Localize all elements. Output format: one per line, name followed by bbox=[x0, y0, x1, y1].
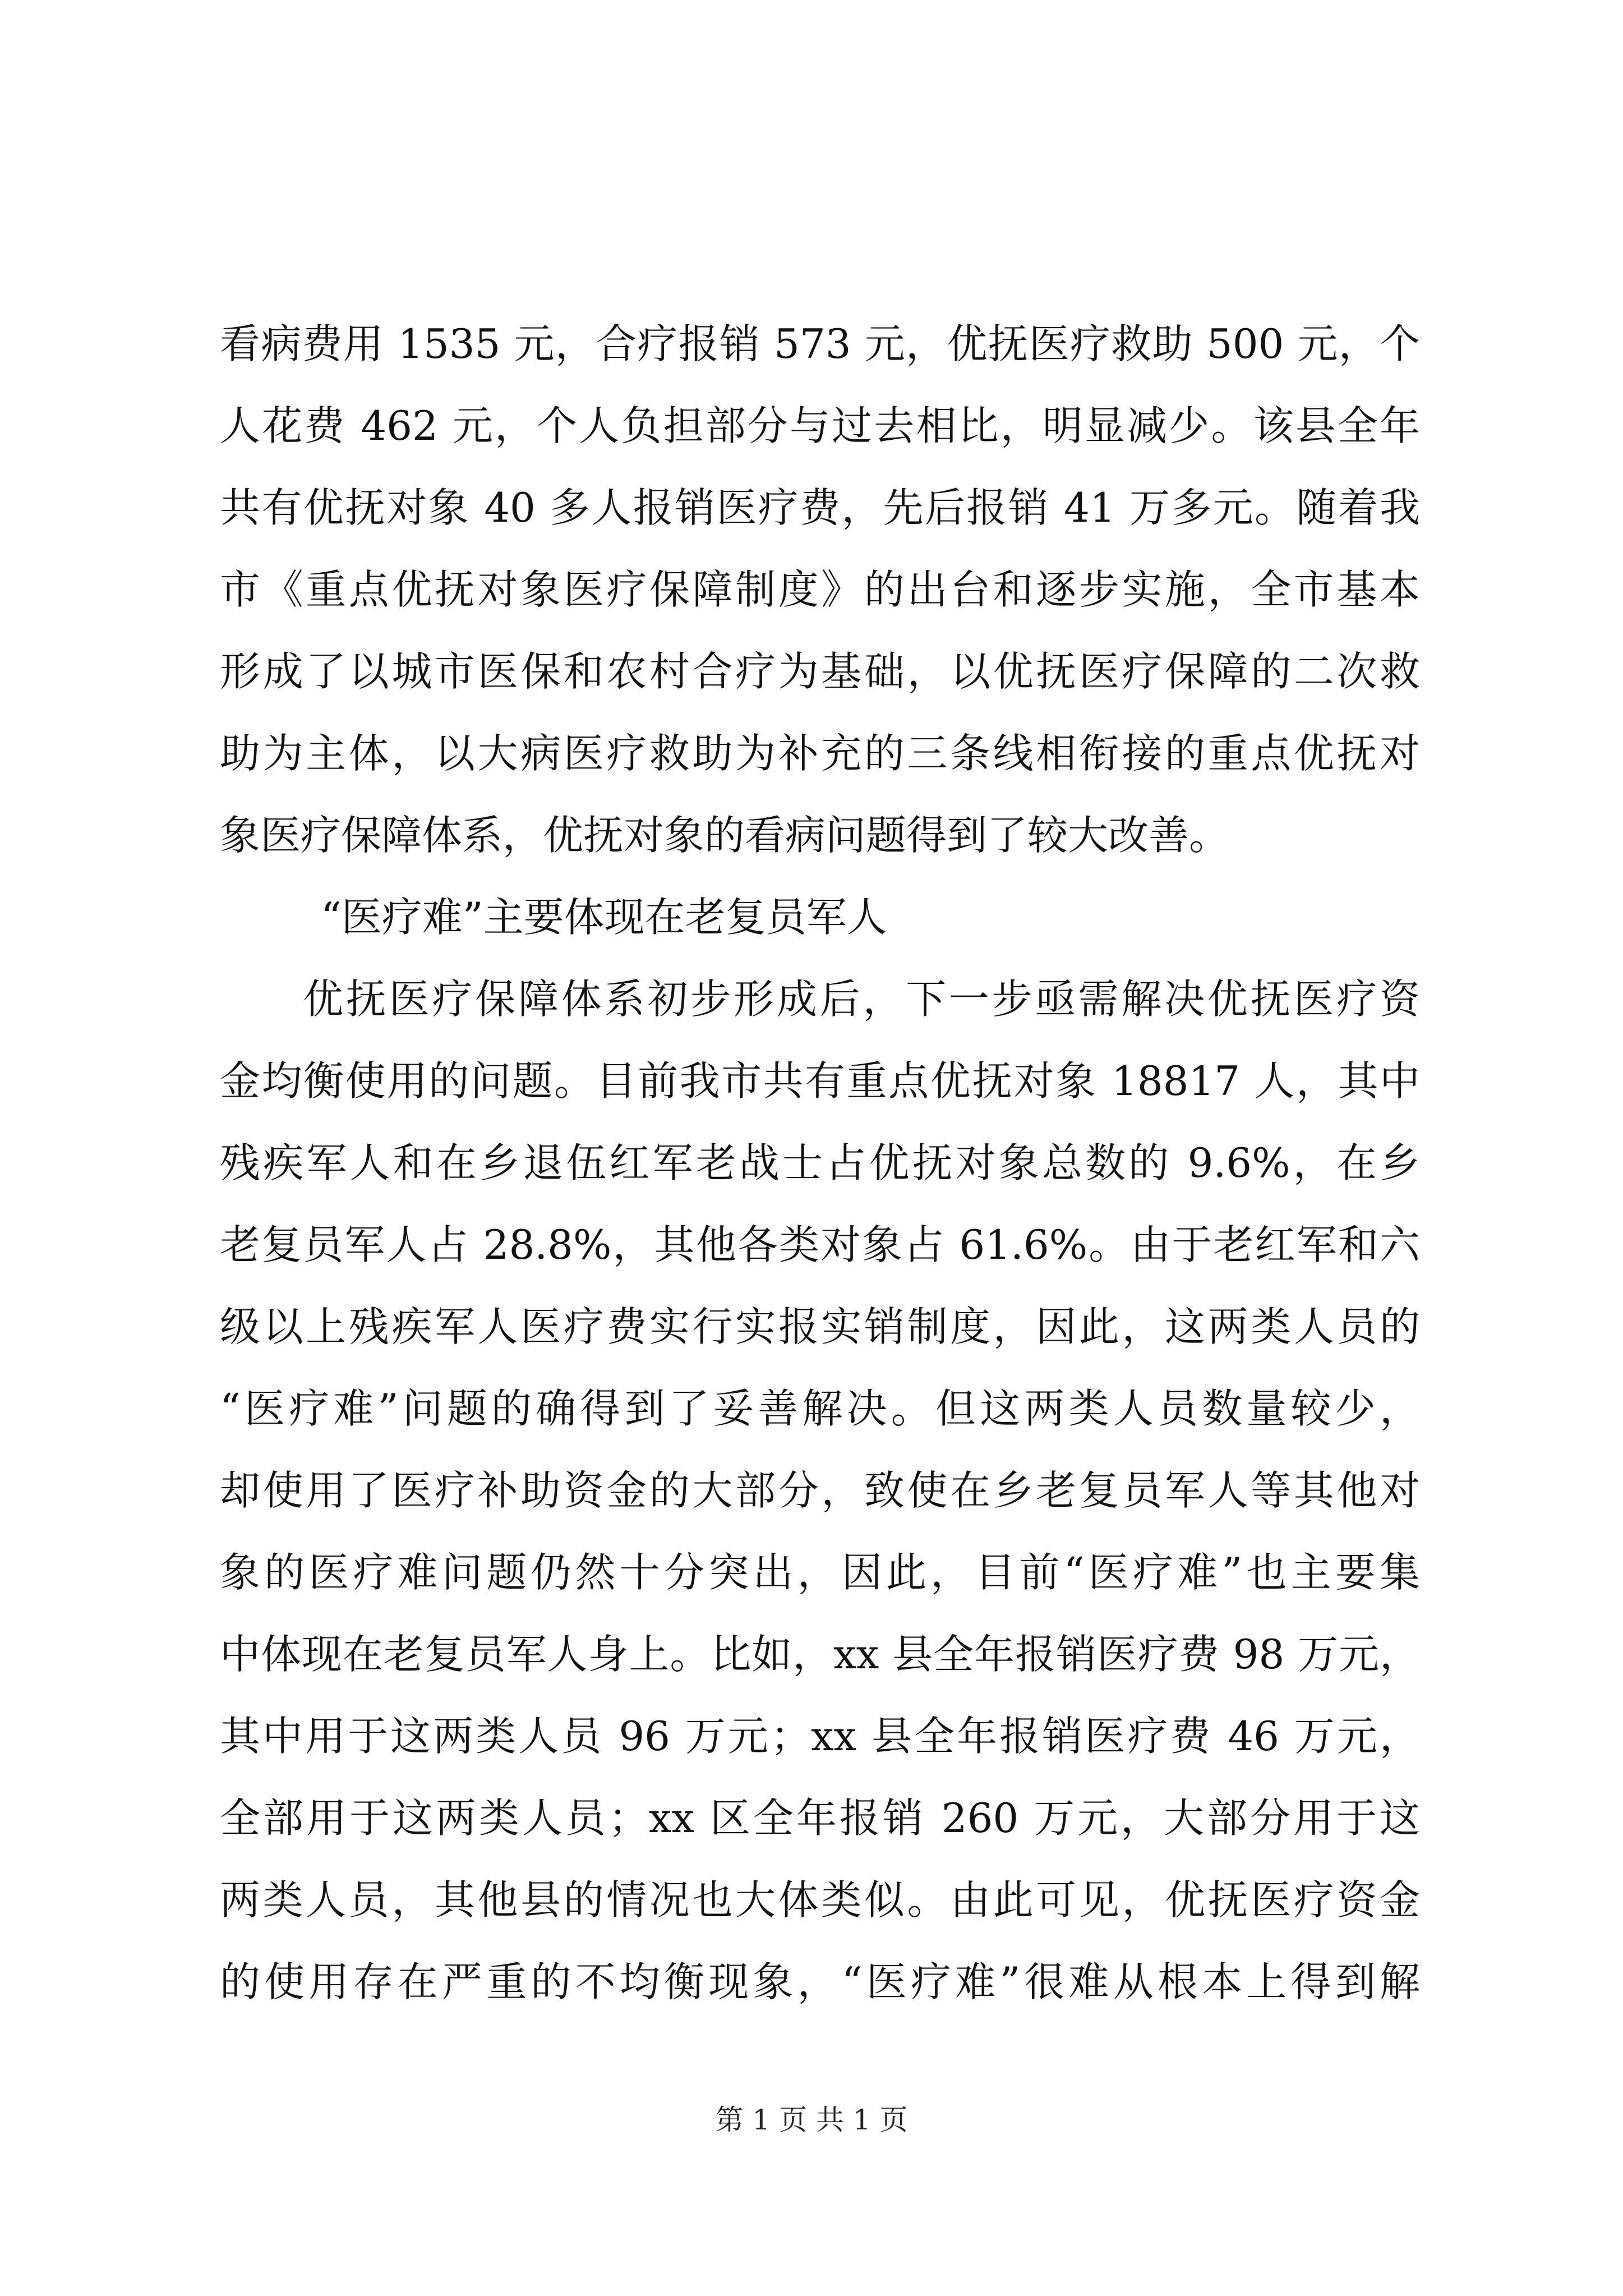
text-line: 共有优抚对象 40 多人报销医疗费，先后报销 41 万多元。随着我 bbox=[220, 484, 1420, 531]
text-line: 中体现在老复员军人身上。比如，xx 县全年报销医疗费 98 万元， bbox=[220, 1631, 1420, 1678]
text-line: 全部用于这两类人员；xx 区全年报销 260 万元，大部分用于这 bbox=[220, 1795, 1420, 1842]
text-line: 象的医疗难问题仍然十分突出，因此，目前“医疗难”也主要集 bbox=[220, 1549, 1420, 1596]
text-line: 残疾军人和在乡退伍红军老战士占优抚对象总数的 9.6%，在乡 bbox=[220, 1139, 1420, 1186]
text-line: 象医疗保障体系，优抚对象的看病问题得到了较大改善。 bbox=[220, 812, 1230, 859]
text-line: 级以上残疾军人医疗费实行实报实销制度，因此，这两类人员的 bbox=[220, 1303, 1420, 1350]
text-line: 的使用存在严重的不均衡现象，“医疗难”很难从根本上得到解 bbox=[220, 1958, 1420, 2005]
text-line: 优抚医疗保障体系初步形成后，下一步亟需解决优抚医疗资 bbox=[303, 976, 1420, 1023]
text-line: 人花费 462 元，个人负担部分与过去相比，明显减少。该县全年 bbox=[220, 402, 1420, 449]
text-line: 金均衡使用的问题。目前我市共有重点优抚对象 18817 人，其中 bbox=[220, 1057, 1420, 1105]
text-line: 其中用于这两类人员 96 万元；xx 县全年报销医疗费 46 万元， bbox=[220, 1713, 1420, 1760]
text-line: 形成了以城市医保和农村合疗为基础，以优抚医疗保障的二次救 bbox=[220, 648, 1420, 695]
text-line: 市《重点优抚对象医疗保障制度》的出台和逐步实施，全市基本 bbox=[220, 566, 1420, 613]
document-body bbox=[220, 303, 1420, 2023]
page-footer: 第 1 页 共 1 页 bbox=[715, 2104, 908, 2136]
text-line: 两类人员，其他县的情况也大体类似。由此可见，优抚医疗资金 bbox=[220, 1876, 1420, 1924]
text-line: 却使用了医疗补助资金的大部分，致使在乡老复员军人等其他对 bbox=[220, 1467, 1420, 1514]
text-line: 助为主体，以大病医疗救助为补充的三条线相衔接的重点优抚对 bbox=[220, 730, 1420, 777]
section-heading: “医疗难”主要体现在老复员军人 bbox=[321, 894, 887, 941]
text-line: “医疗难”问题的确得到了妥善解决。但这两类人员数量较少， bbox=[220, 1385, 1420, 1432]
text-line: 老复员军人占 28.8%，其他各类对象占 61.6%。由于老红军和六 bbox=[220, 1221, 1420, 1268]
text-line: 看病费用 1535 元，合疗报销 573 元，优抚医疗救助 500 元，个 bbox=[220, 320, 1420, 367]
